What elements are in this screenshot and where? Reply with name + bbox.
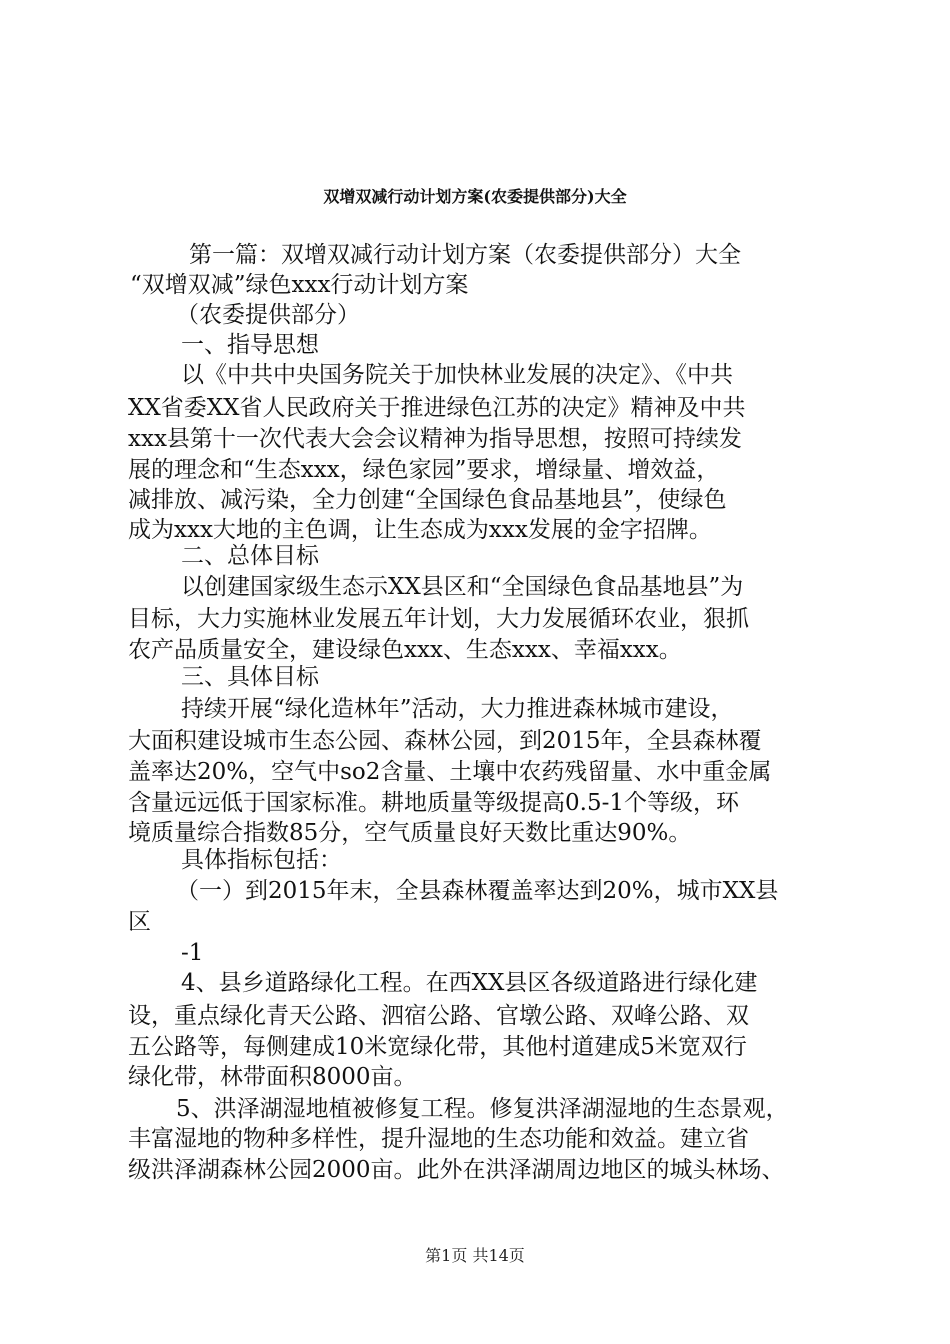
text-line: 境质量综合指数85分，空气质量良好天数比重达90%。 — [128, 820, 692, 846]
text-line: 以《中共中央国务院关于加快林业发展的决定》、《中共 — [181, 362, 733, 388]
text-line: 含量远远低于国家标准。耕地质量等级提高0.5-1个等级，环 — [128, 790, 739, 816]
text-line: 减排放、减污染，全力创建“全国绿色食品基地县”，使绿色 — [128, 487, 727, 513]
text-line: 大面积建设城市生态公园、森林公园，到2015年，全县森林覆 — [128, 728, 762, 754]
text-line: （一）到2015年末，全县森林覆盖率达到20%，城市XX县 — [176, 878, 779, 904]
text-line: 设，重点绿化青天公路、泗宿公路、官墩公路、双峰公路、双 — [128, 1003, 749, 1029]
text-line: 目标，大力实施林业发展五年计划，大力发展循环农业，狠抓 — [128, 606, 749, 632]
text-line: 具体指标包括： — [181, 847, 342, 873]
text-line: 区 — [128, 909, 151, 935]
text-line: 持续开展“绿化造林年”活动，大力推进森林城市建设， — [181, 696, 734, 722]
text-line: 丰富湿地的物种多样性，提升湿地的生态功能和效益。建立省 — [128, 1126, 749, 1152]
text-line: 4、县乡道路绿化工程。在西XX县区各级道路进行绿化建 — [181, 970, 758, 996]
page-footer: 第1页 共14页 — [425, 1246, 525, 1265]
text-line: XX省委XX省人民政府关于推进绿色江苏的决定》精神及中共 — [128, 395, 746, 421]
text-line: 以创建国家级生态示XX县区和“全国绿色食品基地县”为 — [181, 574, 744, 600]
text-line: 级洪泽湖森林公园2000亩。此外在洪泽湖周边地区的城头林场、 — [128, 1157, 785, 1183]
text-line: 绿化带，林带面积8000亩。 — [128, 1064, 417, 1090]
text-line: 第一篇：双增双减行动计划方案（农委提供部分）大全 — [189, 242, 741, 268]
text-line: xxx县第十一次代表大会会议精神为指导思想，按照可持续发 — [128, 426, 742, 452]
section-heading: 三、具体目标 — [181, 664, 319, 690]
document-title: 双增双减行动计划方案(农委提供部分)大全 — [323, 187, 627, 206]
text-line: （农委提供部分） — [176, 302, 360, 328]
text-line: 五公路等，每侧建成10米宽绿化带，其他村道建成5米宽双行 — [128, 1034, 747, 1060]
text-line: 盖率达20%，空气中so2含量、土壤中农药残留量、水中重金属 — [128, 759, 772, 785]
text-line: -1 — [181, 940, 204, 966]
text-line: 展的理念和“生态xxx，绿色家园”要求，增绿量、增效益， — [128, 457, 720, 483]
text-line: “双增双减”绿色xxx行动计划方案 — [130, 272, 469, 298]
text-line: 5、洪泽湖湿地植被修复工程。修复洪泽湖湿地的生态景观， — [176, 1096, 789, 1122]
text-line: 农产品质量安全，建设绿色xxx、生态xxx、幸福xxx。 — [128, 637, 682, 663]
section-heading: 一、指导思想 — [181, 332, 319, 358]
text-line: 成为xxx大地的主色调，让生态成为xxx发展的金字招牌。 — [128, 517, 712, 543]
section-heading: 二、总体目标 — [181, 543, 319, 569]
